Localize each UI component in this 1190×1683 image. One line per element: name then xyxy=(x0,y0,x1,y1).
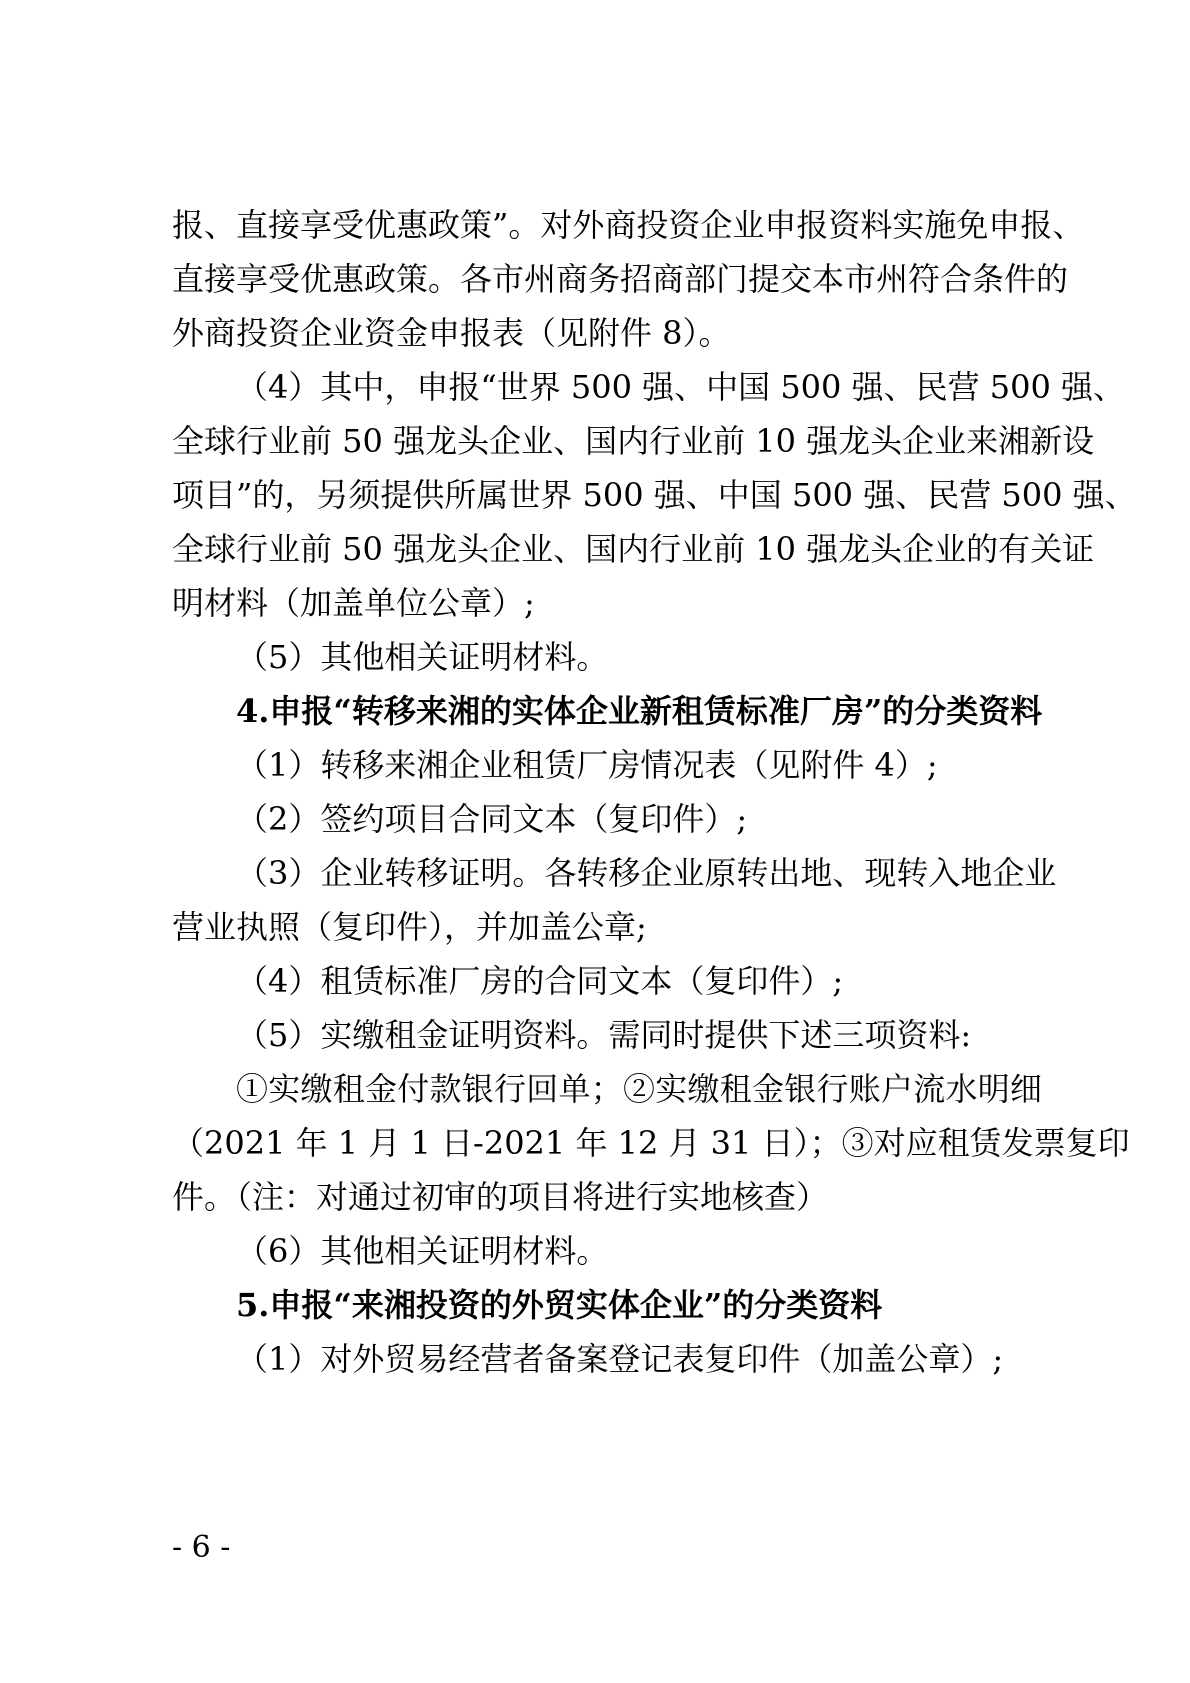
paragraph-line: 营业执照（复印件），并加盖公章; xyxy=(172,908,647,946)
paragraph-line: 件。（注：对通过初审的项目将进行实地核查） xyxy=(172,1178,829,1216)
paragraph-line: （2021 年 1 月 1 日-2021 年 12 月 31 日）；③对应租赁发票复印 xyxy=(172,1124,1130,1162)
paragraph-line: （3）企业转移证明。各转移企业原转出地、现转入地企业 xyxy=(236,854,1057,892)
paragraph-line: 外商投资企业资金申报表（见附件 8）。 xyxy=(172,314,731,352)
paragraph-line: ①实缴租金付款银行回单；②实缴租金银行账户流水明细 xyxy=(236,1070,1042,1108)
paragraph-line: 明材料（加盖单位公章）; xyxy=(172,584,535,622)
paragraph-line: （4）其中，申报“世界 500 强、中国 500 强、民营 500 强、 xyxy=(236,368,1125,406)
paragraph-line: 全球行业前 50 强龙头企业、国内行业前 10 强龙头企业的有关证 xyxy=(172,530,1095,568)
paragraph-line: 项目”的，另须提供所属世界 500 强、中国 500 强、民营 500 强、 xyxy=(172,476,1137,514)
paragraph-line: （5）其他相关证明材料。 xyxy=(236,638,609,676)
paragraph-line: 直接享受优惠政策。各市州商务招商部门提交本市州符合条件的 xyxy=(172,260,1069,298)
paragraph-line: （5）实缴租金证明资料。需同时提供下述三项资料: xyxy=(236,1016,972,1054)
section-heading: 4.申报“转移来湘的实体企业新租赁标准厂房”的分类资料 xyxy=(236,692,1043,730)
paragraph-line: 全球行业前 50 强龙头企业、国内行业前 10 强龙头企业来湘新设 xyxy=(172,422,1095,460)
paragraph-line: （1）转移来湘企业租赁厂房情况表（见附件 4）; xyxy=(236,746,938,784)
paragraph-line: （2）签约项目合同文本（复印件）; xyxy=(236,800,748,838)
section-heading: 5.申报“来湘投资的外贸实体企业”的分类资料 xyxy=(236,1286,883,1324)
page-number: - 6 - xyxy=(172,1530,231,1565)
paragraph-line: 报、直接享受优惠政策”。对外商投资企业申报资料实施免申报、 xyxy=(172,206,1085,244)
paragraph-line: （6）其他相关证明材料。 xyxy=(236,1232,609,1270)
paragraph-line: （4）租赁标准厂房的合同文本（复印件）; xyxy=(236,962,844,1000)
paragraph-line: （1）对外贸易经营者备案登记表复印件（加盖公章）; xyxy=(236,1340,1004,1378)
